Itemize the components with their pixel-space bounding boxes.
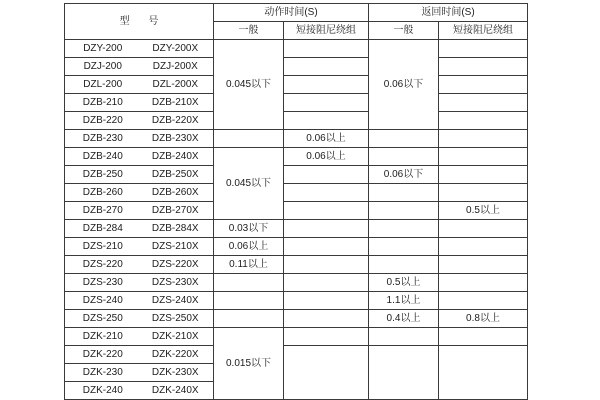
- table-row: [65, 202, 528, 220]
- model-name: DZK-230: [82, 366, 123, 378]
- return-damped-cell: [439, 94, 528, 112]
- return-general-cell: 0.5以上: [369, 274, 439, 292]
- action-general-cell: 0.045以下: [214, 148, 284, 220]
- model-cell: [65, 112, 214, 130]
- model-name-x: DZB-210X: [151, 96, 199, 108]
- model-name-x: DZY-200X: [152, 42, 199, 54]
- model-cell: [65, 94, 214, 112]
- action-damped-cell: 0.06以上: [284, 130, 369, 148]
- model-name-x: DZB-260X: [151, 186, 199, 198]
- table-row: [65, 166, 528, 184]
- model-name: DZY-200: [83, 42, 123, 54]
- table-row: [65, 310, 528, 328]
- model-cell: [65, 220, 214, 238]
- table-row: [65, 256, 528, 274]
- model-cell: [65, 148, 214, 166]
- table-row: [65, 40, 528, 58]
- model-cell: [65, 184, 214, 202]
- action-general-cell: [214, 130, 284, 148]
- return-damped-cell: [439, 40, 528, 58]
- return-general-cell: 0.4以上: [369, 310, 439, 328]
- model-name-x: DZS-220X: [151, 258, 199, 270]
- table-body: [65, 40, 528, 400]
- return-general-cell: [369, 238, 439, 256]
- action-damped-cell: [284, 202, 369, 220]
- table-row: [65, 130, 528, 148]
- action-damped-cell: [284, 76, 369, 94]
- action-general-cell: 0.03以下: [214, 220, 284, 238]
- table-row: [65, 58, 528, 76]
- model-name-x: DZK-240X: [151, 384, 199, 396]
- action-general-cell: 0.015以下: [214, 328, 284, 400]
- model-name: DZK-220: [82, 348, 123, 360]
- return-general-cell: [369, 346, 439, 400]
- return-damped-cell: [439, 112, 528, 130]
- model-cell: [65, 364, 214, 382]
- model-cell: [65, 382, 214, 400]
- model-name: DZK-210: [82, 330, 123, 342]
- model-name: DZB-270: [82, 204, 123, 216]
- model-name-x: DZS-230X: [151, 276, 199, 288]
- action-damped-cell: [284, 184, 369, 202]
- action-damped-cell: [284, 256, 369, 274]
- model-name-x: DZB-250X: [151, 168, 199, 180]
- model-name: DZJ-200: [83, 60, 122, 72]
- model-cell: [65, 238, 214, 256]
- model-name: DZB-230: [82, 132, 123, 144]
- return-damped-cell: [439, 274, 528, 292]
- header-action-time: 动作时间(S): [214, 4, 369, 22]
- model-name: DZB-260: [82, 186, 123, 198]
- action-general-cell: [214, 292, 284, 310]
- model-name: DZB-250: [82, 168, 123, 180]
- relay-timing-table: [64, 3, 528, 400]
- return-general-cell: 0.06以下: [369, 40, 439, 130]
- model-name-x: DZS-210X: [151, 240, 199, 252]
- model-name-x: DZK-210X: [151, 330, 199, 342]
- table-row: [65, 346, 528, 364]
- return-damped-cell: [439, 58, 528, 76]
- action-damped-cell: [284, 166, 369, 184]
- model-name: DZS-250: [82, 312, 123, 324]
- return-damped-cell: [439, 256, 528, 274]
- return-general-cell: [369, 202, 439, 220]
- model-name-x: DZB-240X: [151, 150, 199, 162]
- model-name-x: DZK-230X: [151, 366, 199, 378]
- action-general-cell: [214, 274, 284, 292]
- return-general-cell: [369, 220, 439, 238]
- action-damped-cell: [284, 292, 369, 310]
- header-action-general: 一般: [214, 22, 284, 40]
- action-damped-cell: [284, 328, 369, 346]
- return-damped-cell: 0.8以上: [439, 310, 528, 328]
- table-row: [65, 94, 528, 112]
- return-damped-cell: [439, 292, 528, 310]
- return-damped-cell: [439, 220, 528, 238]
- header-action-damped: 短接阻尼绕组: [284, 22, 369, 40]
- model-name-x: DZS-240X: [151, 294, 199, 306]
- return-damped-cell: 0.5以上: [439, 202, 528, 220]
- model-name: DZK-240: [82, 384, 123, 396]
- action-damped-cell: [284, 274, 369, 292]
- action-general-cell: 0.06以上: [214, 238, 284, 256]
- model-name: DZL-200: [83, 78, 123, 90]
- model-name: DZS-240: [82, 294, 123, 306]
- return-damped-cell: [439, 148, 528, 166]
- header-return-general: 一般: [369, 22, 439, 40]
- model-name: DZB-210: [82, 96, 123, 108]
- table-row: [65, 292, 528, 310]
- model-name-x: DZK-220X: [151, 348, 199, 360]
- action-damped-cell: 0.06以上: [284, 148, 369, 166]
- action-damped-cell: [284, 346, 369, 400]
- return-general-cell: 1.1以上: [369, 292, 439, 310]
- model-cell: [65, 166, 214, 184]
- return-general-cell: [369, 328, 439, 346]
- return-general-cell: [369, 130, 439, 148]
- header-row-groups: [65, 4, 528, 22]
- model-cell: [65, 130, 214, 148]
- return-general-cell: [369, 256, 439, 274]
- action-general-cell: 0.045以下: [214, 40, 284, 130]
- return-damped-cell: [439, 238, 528, 256]
- model-name-x: DZB-270X: [151, 204, 199, 216]
- model-cell: [65, 310, 214, 328]
- table-row: [65, 238, 528, 256]
- return-damped-cell: [439, 76, 528, 94]
- return-damped-cell: [439, 328, 528, 346]
- action-damped-cell: [284, 310, 369, 328]
- return-general-cell: [369, 184, 439, 202]
- model-cell: [65, 346, 214, 364]
- action-damped-cell: [284, 40, 369, 58]
- model-name-x: DZB-230X: [151, 132, 199, 144]
- action-damped-cell: [284, 112, 369, 130]
- model-name: DZB-220: [82, 114, 123, 126]
- model-name-x: DZB-220X: [151, 114, 199, 126]
- action-damped-cell: [284, 220, 369, 238]
- table-row: [65, 184, 528, 202]
- table-row: [65, 328, 528, 346]
- header-model: 型 号: [65, 4, 214, 40]
- model-cell: [65, 76, 214, 94]
- model-cell: [65, 40, 214, 58]
- model-name-x: DZL-200X: [152, 78, 199, 90]
- return-damped-cell: [439, 184, 528, 202]
- header-return-damped: 短接阻尼绕组: [439, 22, 528, 40]
- model-name: DZB-240: [82, 150, 123, 162]
- action-damped-cell: [284, 238, 369, 256]
- table-row: [65, 274, 528, 292]
- table-row: [65, 112, 528, 130]
- model-cell: [65, 202, 214, 220]
- model-name-x: DZJ-200X: [152, 60, 198, 72]
- action-general-cell: 0.11以上: [214, 256, 284, 274]
- return-damped-cell: [439, 130, 528, 148]
- return-damped-cell: [439, 346, 528, 400]
- model-cell: [65, 328, 214, 346]
- model-name: DZS-230: [82, 276, 123, 288]
- model-cell: [65, 292, 214, 310]
- model-cell: [65, 58, 214, 76]
- model-cell: [65, 256, 214, 274]
- header-return-time: 返回时间(S): [369, 4, 528, 22]
- model-name: DZB-284: [82, 222, 123, 234]
- table-row: [65, 76, 528, 94]
- table-row: [65, 148, 528, 166]
- model-name-x: DZB-284X: [151, 222, 199, 234]
- action-damped-cell: [284, 94, 369, 112]
- model-name: DZS-210: [82, 240, 123, 252]
- model-name: DZS-220: [82, 258, 123, 270]
- model-cell: [65, 274, 214, 292]
- return-damped-cell: [439, 166, 528, 184]
- action-general-cell: [214, 310, 284, 328]
- action-damped-cell: [284, 58, 369, 76]
- model-name-x: DZS-250X: [151, 312, 199, 324]
- return-general-cell: [369, 148, 439, 166]
- table-row: [65, 220, 528, 238]
- return-general-cell: 0.06以下: [369, 166, 439, 184]
